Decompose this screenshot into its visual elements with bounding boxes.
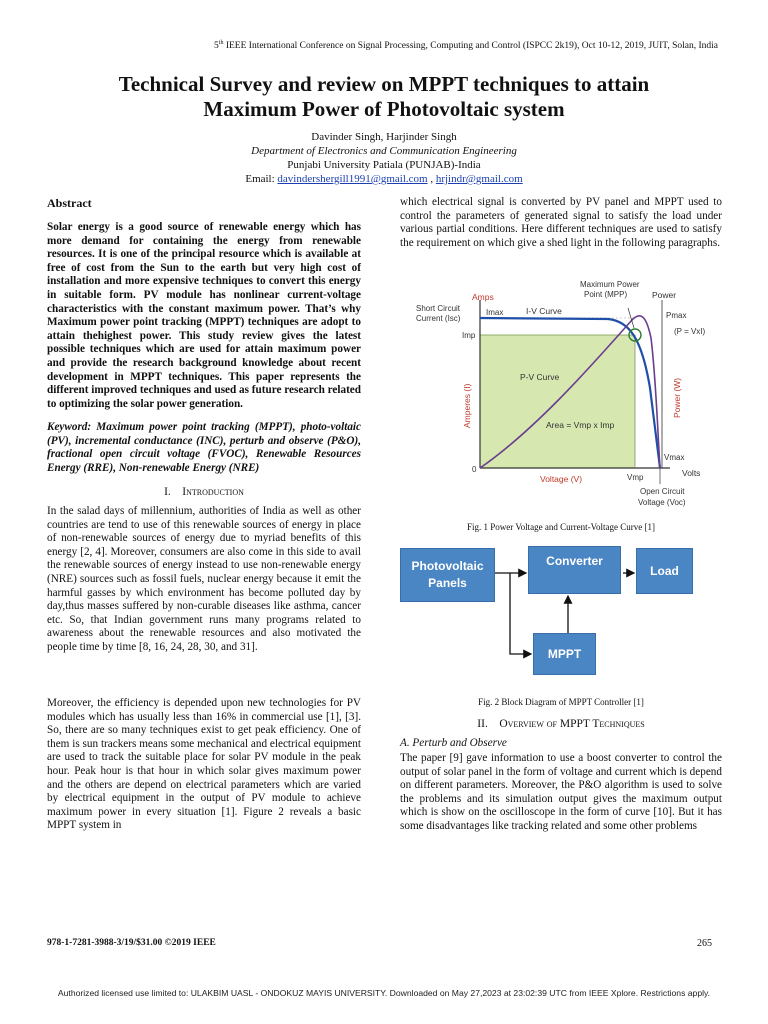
intro-paragraph-1: In the salad days of millennium, authorities of India as well as other countries are tend to use of this renewable sources of energy in place of non-renewable sources of energy due to myriad benefits of this energy [2, 4]. Moreover, consumers are also come in this side to avail the renewable sources of energy instead to use non-renewable energy (NRE) sources such as fossil fuels, nuclear energy because it emit the harmful gasses by which environment has become polluted day by day,thus masses suffered by non-curable diseases like asthma, cancer etc. So, that Indian government runs many programs related to awareness about the renewable resources and also motivated the people time by time [8, 16, 24, 28, 30, and 31]. [47,505,361,653]
label-vmax: Vmax [664,453,685,462]
conference-name: IEEE International Conference on Signal Processing, Computing and Control (ISPCC 2k19), Oct 10-12, 2019, JUIT, Solan, India [223,41,718,52]
label-imp: Imp [462,331,476,340]
email-label: Email: [245,173,278,185]
abstract-text: Solar energy is a good source of renewable energy which has more demand for containing the energy from renewable resources. It is one of the principal resource which is available at free of cost from the Sun to the earth but very high cost of installation and more expensive techniques to convert this energy in suitable form. PV module has nonlinear current-voltage characteristics with the constant maximum power. That’s why Maximum power point tracking (MPPT) techniques are adopt to attain thehighest power. This study review gives the latest possible techniques which are used for attain maximum power and provide the research background knowledge about recent development in MPPT techniques. This paper represents the different improved techniques and used as future research related to optimizing the solar power generation. [47,221,361,410]
load-label: Load [650,563,679,578]
block-photovoltaic-panels [400,548,495,602]
section-1-title: Introduction [182,486,244,498]
paper-title [40,72,728,122]
label-area: Area = Vmp x Imp [546,420,615,430]
label-imax: Imax [486,308,504,317]
pv-line-2: Panels [428,576,467,590]
section-1-heading [47,486,361,498]
label-y-left: Amperes (I) [462,383,472,428]
converter-label: Converter [546,554,603,568]
intro-paragraph-2: Moreover, the efficiency is depended upon new technologies for PV modules which has usually less than 16% in commercial use [1], [3]. So, there are so many techniques exist to get peak efficiency. One of them is sun trackers means some mechanical and electrical equipment are used to track the suitable place for solar PV module in the peak hour. Peak hour is that hour in which solar gives maximum power and the others are depend on electrical parameters which are varied by electrical equipment in the output of PV module to achieve maximum power in every situation [1]. Figure 2 reveals a basic MPPT system in [47,697,361,832]
block-load [636,548,693,594]
perturb-observe-paragraph: The paper [9] gave information to use a boost converter to control the output of solar panel in the form of voltage and current which is depend on different parameters. Moreover, the P&O algorithm is used to solve the problems and its simulation output gives the maximum output which is show on the oscilloscope in the form of curve [10]. But it has some disadvantages like tracking related and some other problems [400,752,722,832]
title-line-1: Technical Survey and review on MPPT techniques to attain [118,72,650,96]
label-short-circuit-1: Short Circuit [416,304,461,313]
email-separator: , [427,173,436,185]
email-link-1[interactable]: davindershergill1991@gmail.com [277,173,428,185]
mppt-label: MPPT [547,646,582,661]
figure-1-caption: Fig. 1 Power Voltage and Current-Voltage Curve [1] [467,522,655,532]
section-2-heading [400,718,722,730]
author-block [40,130,728,186]
label-pv-curve: P-V Curve [520,372,560,382]
isbn-line: 978-1-7281-3988-3/19/$31.00 ©2019 IEEE [47,938,216,948]
section-1-number: I. [164,486,171,498]
block-mppt [533,633,596,675]
figure-1-iv-pv-curve [408,278,720,514]
figure-2-block-diagram [400,536,722,686]
label-mpp-2: Point (MPP) [584,290,628,299]
title-line-2: Maximum Power of Photovoltaic system [203,97,565,121]
label-short-circuit-2: Current (Isc) [416,314,461,323]
figure-2-caption: Fig. 2 Block Diagram of MPPT Controller [1] [478,697,644,707]
author-email [40,172,728,186]
author-names: Davinder Singh, Harjinder Singh [311,131,457,143]
license-notice: Authorized licensed use limited to: ULAKBIM UASL - ONDOKUZ MAYIS UNIVERSITY. Downloaded on May 27,2023 at 23:02:39 UTC from IEEE Xplore. Restrictions apply. [57,988,711,998]
label-amps: Amps [472,292,494,302]
label-vmp: Vmp [627,473,644,482]
author-university: Punjabi University Patiala (PUNJAB)-India [287,159,481,171]
subsection-a-heading: A. Perturb and Observe [400,737,507,749]
right-paragraph-1: which electrical signal is converted by PV panel and MPPT used to control the parameters of generated signal to satisfy the load under various partial conditions. Here different techniques are used to satisfy the requirement on which give a shed light in the following paragraphs. [400,196,722,249]
label-p-equation: (P = VxI) [674,327,706,336]
label-volts: Volts [682,468,701,478]
label-pmax: Pmax [666,311,687,320]
abstract-heading: Abstract [47,196,92,210]
page-number: 265 [697,938,712,949]
conference-header [0,40,718,51]
label-y-right: Power (W) [672,377,682,418]
label-voc-2: Voltage (Voc) [638,498,686,507]
email-link-2[interactable]: hrjindr@gmail.com [435,173,523,185]
label-voc-1: Open Circuit [640,487,685,496]
conference-number: 5 [214,41,219,52]
section-2-title: Overview of MPPT Techniques [499,718,645,730]
pv-line-1: Photovoltaic [411,559,484,573]
label-x-axis: Voltage (V) [540,474,583,484]
label-power: Power [652,290,677,300]
block-converter [528,546,621,594]
author-department: Department of Electronics and Communication Engineering [251,145,517,157]
label-origin: 0 [472,465,477,474]
label-mpp-1: Maximum Power [580,280,640,289]
keywords: Keyword: Maximum power point tracking (MPPT), photo-voltaic (PV), incremental conductance (INC), perturb and observe (P&O), fractional open circuit voltage (FVOC), Renewable Resources Energy (RRE), Non-renewable Energy (NRE) [47,421,361,474]
label-iv-curve: I-V Curve [526,306,562,316]
conference-ordinal: th [218,40,224,46]
section-2-number: II. [477,718,488,730]
